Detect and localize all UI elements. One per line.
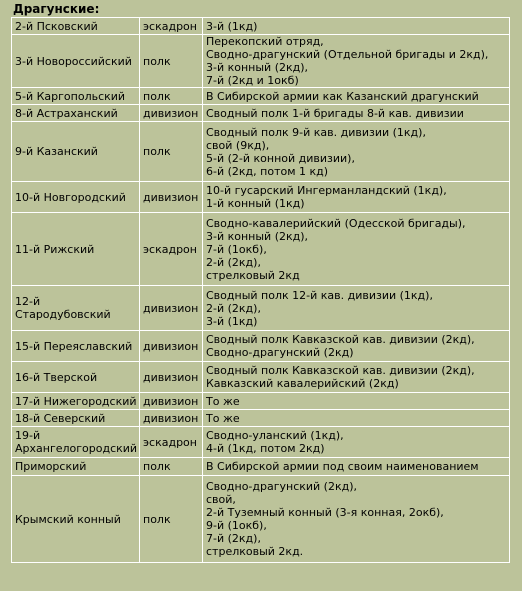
regiment-name-line: 19-й: [15, 429, 41, 442]
notes-line: 3-й (1кд): [206, 314, 258, 328]
unit-type-cell: полк: [140, 476, 203, 563]
notes-line: стрелковый 2кд: [206, 268, 300, 282]
unit-type-cell: дивизион: [140, 362, 203, 393]
notes-line: Сводно-уланский (1кд),: [206, 429, 344, 442]
table-row: [12, 35, 510, 88]
notes-line: 2-й (2кд),: [206, 255, 261, 269]
regiment-name-line: 9-й Казанский: [15, 145, 98, 158]
regiment-name-line: 10-й Новгородский: [15, 190, 126, 204]
notes-line: 5-й (2-й конной дивизии),: [206, 151, 355, 165]
table-row: [12, 427, 510, 458]
table-row: [12, 213, 510, 286]
notes-line: То же: [206, 394, 240, 408]
notes-line: 3-й конный (2кд),: [206, 61, 309, 74]
regiment-name-line: 8-й Астраханский: [15, 106, 118, 120]
notes-line: 2-й (2кд),: [206, 301, 261, 315]
regiment-name-line: 11-й Рижский: [15, 242, 95, 256]
unit-type-cell: эскадрон: [140, 213, 203, 286]
notes-line: 1-й конный (1кд): [206, 197, 305, 210]
regiment-cell: [12, 458, 140, 476]
notes-line: 4-й (1кд, потом 2кд): [206, 442, 325, 455]
regiment-cell: [12, 427, 140, 458]
regiment-name-line: 18-й Северский: [15, 411, 106, 425]
regiment-cell: [12, 88, 140, 105]
regiment-name-line: Крымский конный: [15, 512, 121, 526]
unit-type-cell: дивизион: [140, 182, 203, 213]
table-row: [12, 286, 510, 331]
notes-line: Сводный полк 1-й бригады 8-й кав. дивизии: [206, 106, 464, 120]
notes-cell: [203, 458, 510, 476]
regiments-table: [11, 17, 510, 563]
notes-line: Сводный полк 9-й кав. дивизии (1кд),: [206, 125, 426, 139]
notes-line: свой (9кд),: [206, 138, 270, 152]
unit-type-cell: дивизион: [140, 410, 203, 427]
regiment-name-line: 17-й Нижегородский: [15, 394, 137, 408]
notes-line: 3-й конный (2кд),: [206, 229, 309, 243]
regiment-cell: [12, 122, 140, 182]
notes-cell: [203, 182, 510, 213]
notes-line: 7-й (2кд),: [206, 532, 261, 545]
regiment-cell: [12, 393, 140, 410]
notes-line: Перекопский отряд,: [206, 35, 324, 48]
notes-line: Сводный полк Кавказской кав. дивизии (2кд),: [206, 364, 475, 377]
notes-cell: [203, 476, 510, 563]
regiment-name-line: 12-й: [15, 295, 41, 308]
notes-cell: [203, 122, 510, 182]
notes-cell: [203, 331, 510, 362]
notes-line: 9-й (1окб),: [206, 519, 267, 532]
regiment-name-line: 2-й Псковский: [15, 19, 98, 33]
regiments-table-body: [12, 18, 510, 563]
regiment-name-line: 16-й Тверской: [15, 370, 98, 384]
regiment-cell: [12, 476, 140, 563]
notes-cell: [203, 213, 510, 286]
regiment-cell: [12, 18, 140, 35]
table-row: [12, 18, 510, 35]
regiment-cell: [12, 182, 140, 213]
notes-line: 7-й (1окб),: [206, 242, 267, 256]
table-row: [12, 331, 510, 362]
unit-type-cell: дивизион: [140, 393, 203, 410]
notes-line: 3-й (1кд): [206, 19, 258, 33]
unit-type-cell: полк: [140, 35, 203, 88]
notes-line: В Сибирской армии под своим наименованием: [206, 460, 479, 473]
regiment-cell: [12, 331, 140, 362]
regiment-name-line: 15-й Переяславский: [15, 339, 133, 353]
regiment-cell: [12, 213, 140, 286]
table-row: [12, 458, 510, 476]
notes-line: 7-й (2кд и 1окб): [206, 74, 299, 87]
notes-line: То же: [206, 411, 240, 425]
regiment-name-line: 5-й Каргопольский: [15, 89, 126, 103]
notes-cell: [203, 362, 510, 393]
notes-line: Сводно-драгунский (2кд): [206, 346, 354, 359]
unit-type-cell: полк: [140, 122, 203, 182]
notes-line: Сводный полк Кавказской кав. дивизии (2кд),: [206, 333, 475, 346]
unit-type-cell: эскадрон: [140, 427, 203, 458]
notes-cell: [203, 88, 510, 105]
regiment-cell: [12, 286, 140, 331]
unit-type-cell: полк: [140, 458, 203, 476]
notes-line: стрелковый 2кд.: [206, 545, 304, 558]
regiment-cell: [12, 35, 140, 88]
notes-cell: [203, 18, 510, 35]
regiment-cell: [12, 410, 140, 427]
notes-cell: [203, 105, 510, 122]
table-row: [12, 362, 510, 393]
notes-line: Сводный полк 12-й кав. дивизии (1кд),: [206, 288, 433, 302]
notes-cell: [203, 286, 510, 331]
notes-line: Сводно-драгунский (Отдельной бригады и 2кд),: [206, 48, 489, 61]
notes-cell: [203, 427, 510, 458]
regiment-name-line: 3-й Новороссийский: [15, 54, 132, 68]
regiment-name-line: Архангелогородский: [15, 442, 138, 455]
regiment-name-line: Приморский: [15, 460, 87, 473]
regiment-name-line: Стародубовский: [15, 308, 111, 321]
unit-type-cell: эскадрон: [140, 18, 203, 35]
unit-type-cell: дивизион: [140, 331, 203, 362]
table-row: [12, 105, 510, 122]
notes-line: Сводно-драгунский (2кд),: [206, 480, 358, 493]
section-heading: Драгунские:: [13, 2, 100, 16]
notes-line: В Сибирской армии как Казанский драгунский: [206, 89, 479, 103]
unit-type-cell: дивизион: [140, 105, 203, 122]
notes-line: 6-й (2кд, потом 1 кд): [206, 164, 329, 178]
notes-line: 10-й гусарский Ингерманландский (1кд),: [206, 184, 447, 197]
notes-line: 2-й Туземный конный (3-я конная, 2окб),: [206, 506, 444, 519]
notes-line: Кавказский кавалерийский (2кд): [206, 377, 399, 390]
table-row: [12, 476, 510, 563]
regiment-cell: [12, 105, 140, 122]
table-row: [12, 410, 510, 427]
regiment-cell: [12, 362, 140, 393]
table-row: [12, 122, 510, 182]
notes-line: Сводно-кавалерийский (Одесской бригады),: [206, 216, 466, 230]
table-row: [12, 393, 510, 410]
table-row: [12, 182, 510, 213]
notes-cell: [203, 410, 510, 427]
unit-type-cell: полк: [140, 88, 203, 105]
notes-cell: [203, 393, 510, 410]
table-row: [12, 88, 510, 105]
notes-line: свой,: [206, 493, 236, 506]
notes-cell: [203, 35, 510, 88]
unit-type-cell: дивизион: [140, 286, 203, 331]
